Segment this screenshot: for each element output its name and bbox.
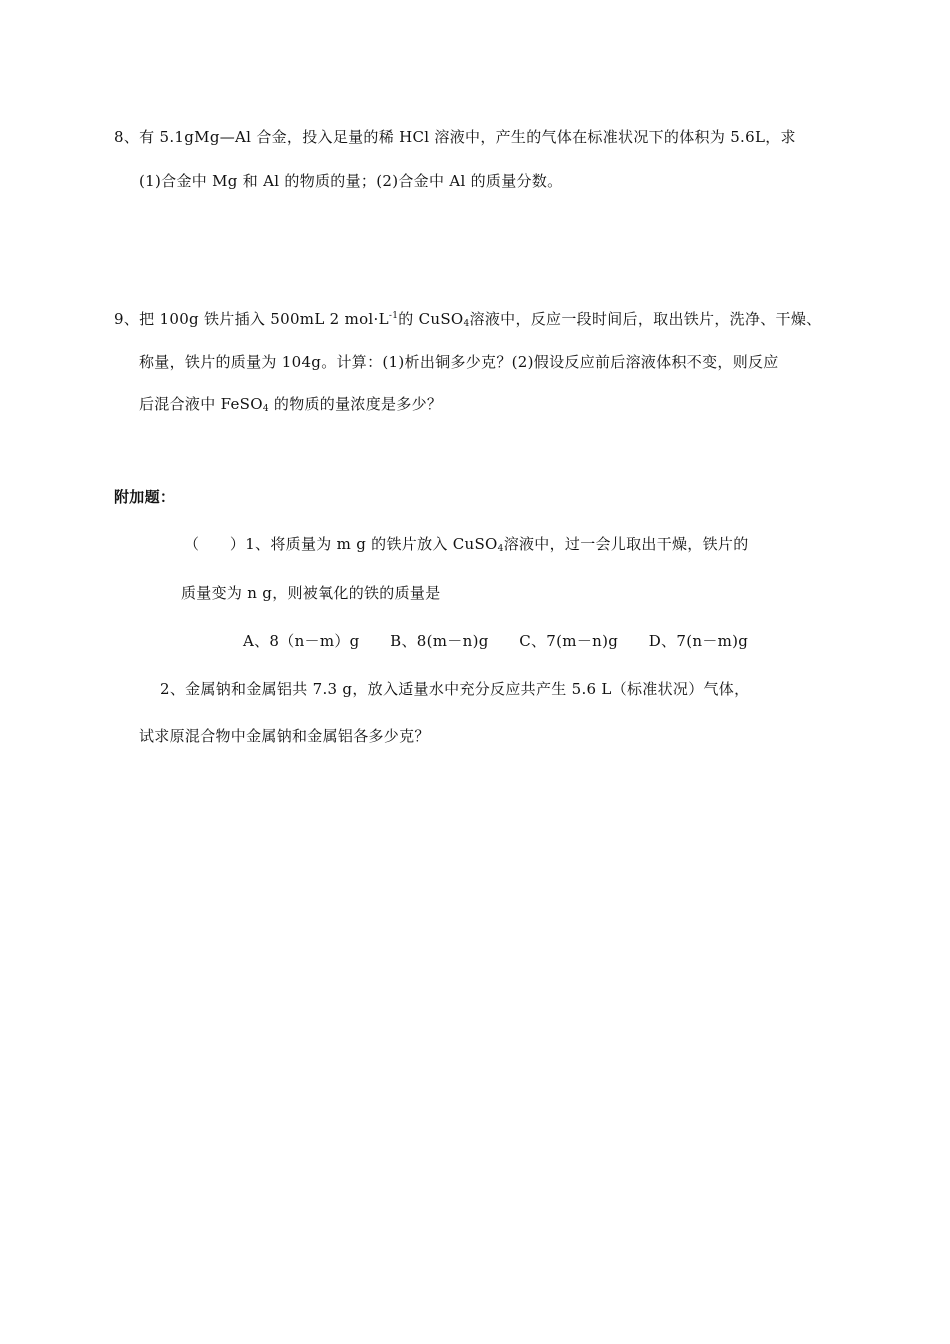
q9-line-3 xyxy=(139,394,442,414)
q9-line-2: 称量，铁片的质量为 104g。计算：(1)析出铜多少克？(2)假设反应前后溶液体积不变，则反应 xyxy=(139,353,779,371)
q9-line-3-subscript: 4 xyxy=(262,404,269,414)
extra-p1-line-1-text-a: （ ）1、将质量为 m g 的铁片放入 CuSO xyxy=(184,535,498,553)
extra-p1-line-1 xyxy=(184,534,749,554)
extra-p1-line-2: 质量变为 n g，则被氧化的铁的质量是 xyxy=(181,584,441,602)
extra-heading: 附加题： xyxy=(114,488,176,506)
extra-p1-line-1-subscript: 4 xyxy=(497,544,504,554)
extra-p2-line-1: 2、金属钠和金属铝共 7.3 g，放入适量水中充分反应共产生 5.6 L（标准状况）气体， xyxy=(160,680,750,698)
q8-line-1: 8、有 5.1gMg—Al 合金，投入足量的稀 HCl 溶液中，产生的气体在标准状况下的体积为 5.6L，求 xyxy=(114,128,796,146)
extra-p2-line-2: 试求原混合物中金属钠和金属铝各多少克？ xyxy=(139,727,430,745)
q9-line-3-text-a: 后混合液中 FeSO xyxy=(139,395,263,413)
q9-line-1 xyxy=(114,309,821,329)
q9-line-1-superscript: -1 xyxy=(388,311,399,321)
extra-p1-options: A、8（n－m）g B、8(m－n)g C、7(m－n)g D、7(n－m)g xyxy=(243,632,749,650)
q9-line-1-text-c: 溶液中，反应一段时间后，取出铁片，洗净、干燥、 xyxy=(469,310,822,328)
q9-line-1-text-a: 9、把 100g 铁片插入 500mL 2 mol·L xyxy=(114,310,389,328)
q9-line-1-text-b: 的 CuSO xyxy=(398,310,464,328)
extra-p1-line-1-text-b: 溶液中，过一会儿取出干燥，铁片的 xyxy=(503,535,749,553)
q9-line-1-subscript: 4 xyxy=(463,319,470,329)
q9-line-3-text-b: 的物质的量浓度是多少？ xyxy=(268,395,443,413)
q8-line-2: (1)合金中 Mg 和 Al 的物质的量；(2)合金中 Al 的质量分数。 xyxy=(139,172,563,190)
